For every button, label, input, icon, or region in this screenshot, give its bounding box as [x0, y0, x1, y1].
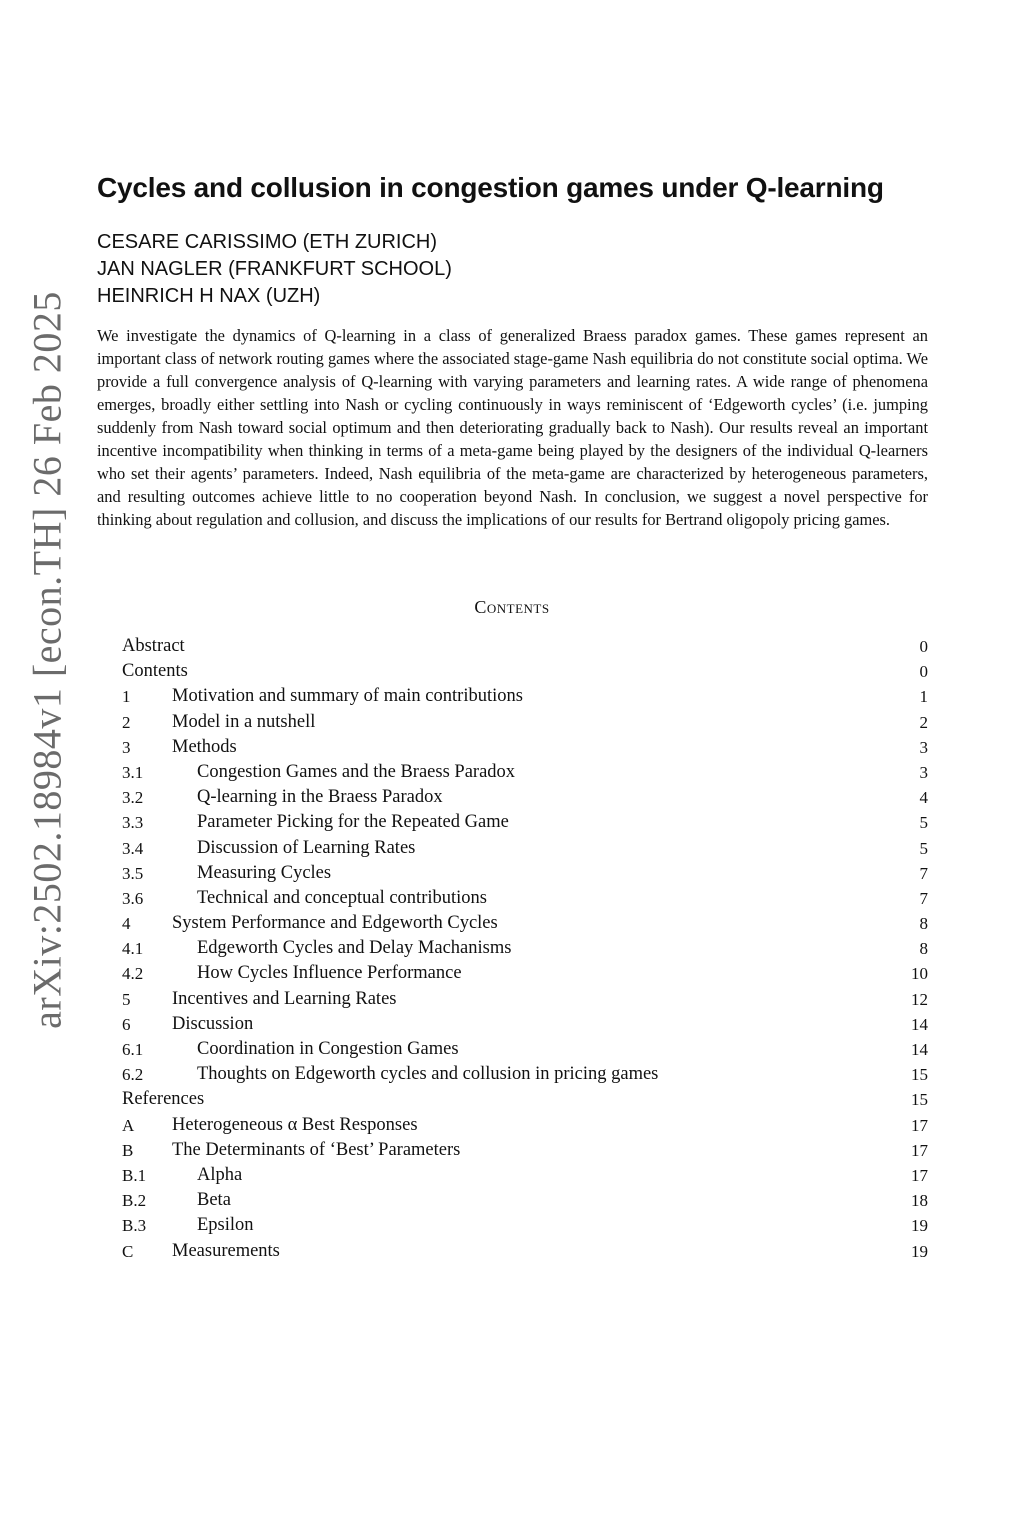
toc-section-number: 3.6: [122, 888, 144, 908]
toc-section-title: Beta: [197, 1190, 231, 1211]
toc-page-number: 2: [919, 712, 928, 732]
toc-entry[interactable]: [122, 1188, 928, 1213]
toc-section-number: 3.1: [122, 762, 144, 782]
toc-page-number: 8: [919, 914, 928, 934]
toc-section-number: 4: [122, 914, 131, 934]
toc-entry[interactable]: [122, 911, 928, 936]
toc-page-number: 17: [911, 1115, 928, 1135]
toc-section-title: Discussion: [172, 1013, 254, 1034]
toc-page-number: 5: [919, 838, 928, 858]
toc-section-title: References: [122, 1089, 205, 1110]
toc-section-number: A: [122, 1115, 135, 1135]
toc-entry[interactable]: [122, 886, 928, 911]
toc-page-number: 15: [911, 1065, 928, 1085]
toc-page-number: 14: [911, 1040, 928, 1059]
toc-section-number: 4.2: [122, 964, 144, 984]
toc-entry[interactable]: [122, 1113, 928, 1138]
toc-section-title: Contents: [122, 661, 188, 682]
toc-section-number: 4.1: [122, 939, 144, 959]
toc-page-number: 18: [911, 1191, 928, 1211]
toc-entry[interactable]: [122, 634, 928, 659]
toc-page-number: 7: [919, 888, 928, 908]
toc-page-number: 14: [911, 1014, 928, 1034]
toc-section-title: Q-learning in the Braess Paradox: [197, 787, 443, 808]
abstract-text: We investigate the dynamics of Q-learning in a class of generalized Braess paradox games. These games represent an important class of network routing games where the associated stage-game Nash equilibria do not constitute social optima. We provide a full convergence analysis of Q-learning with varying parameters and learning rates. A wide range of phenomena emerges, broadly either settling into Nash or cycling continuously in ways reminiscent of ‘Edgeworth cycles’ (i.e. jumping suddenly from Nash toward social optimum and then deteriorating gradually back to Nash). Our results reveal an important incentive incompatibility when thinking in terms of a meta-game being played by the designers of the individual Q-learners who set their agents’ parameters. Indeed, Nash equilibria of the meta-game are characterized by heterogeneous parameters, and resulting outcomes achieve little to no cooperation beyond Nash. In conclusion, we suggest a novel perspective for thinking about regulation and collusion, and discuss the implications of our results for Bertrand oligopoly pricing games.: [97, 326, 928, 529]
toc-entry[interactable]: [122, 1037, 928, 1062]
toc-entry[interactable]: [122, 684, 928, 709]
toc-entry[interactable]: [122, 1012, 928, 1037]
toc-entry[interactable]: [122, 710, 928, 735]
toc-page-number: 19: [911, 1216, 928, 1236]
toc-section-title: Edgeworth Cycles and Delay Machanisms: [197, 938, 512, 959]
toc-page-number: 1: [919, 687, 928, 707]
toc-section-title: Congestion Games and the Braess Paradox: [197, 761, 516, 782]
toc-entry[interactable]: [122, 760, 928, 785]
toc-entry[interactable]: [122, 1087, 928, 1112]
toc-page-number: 19: [911, 1241, 928, 1261]
toc-section-title: Motivation and summary of main contributions: [172, 686, 523, 707]
toc-page-number: 17: [911, 1165, 928, 1185]
toc-section-title: Epsilon: [197, 1215, 254, 1236]
arxiv-identifier: arXiv:2502.18984v1 [econ.TH] 26 Feb 2025: [24, 291, 70, 1029]
toc-page-number: 8: [919, 939, 928, 959]
toc-section-number: 3.4: [122, 838, 144, 858]
toc-section-number: 6.1: [122, 1040, 144, 1059]
toc-section-number: 3: [122, 737, 131, 757]
toc-section-title: Discussion of Learning Rates: [197, 837, 416, 858]
toc-section-title: Coordination in Congestion Games: [197, 1039, 459, 1059]
table-of-contents: [122, 634, 928, 1264]
toc-entry[interactable]: [122, 810, 928, 835]
author-list: [97, 229, 452, 310]
toc-section-number: 3.2: [122, 788, 144, 808]
toc-page-number: 0: [919, 637, 928, 656]
toc-section-title: The Determinants of ‘Best’ Parameters: [172, 1139, 461, 1160]
toc-entry[interactable]: [122, 936, 928, 961]
toc-section-title: System Performance and Edgeworth Cycles: [172, 913, 498, 934]
toc-section-number: 3.5: [122, 863, 144, 883]
toc-entry[interactable]: [122, 1239, 928, 1264]
toc-entry[interactable]: [122, 1138, 928, 1163]
toc-section-number: B: [122, 1140, 134, 1160]
toc-entry[interactable]: [122, 1062, 928, 1087]
toc-section-number: 3.3: [122, 813, 144, 833]
toc-page-number: 10: [911, 964, 928, 984]
toc-section-title: Model in a nutshell: [172, 711, 316, 732]
toc-entry[interactable]: [122, 987, 928, 1012]
contents-heading: Contents: [474, 597, 550, 617]
toc-section-title: Methods: [172, 736, 237, 757]
toc-section-title: Measurements: [172, 1240, 280, 1261]
toc-page-number: 15: [911, 1090, 928, 1110]
toc-section-number: 6.2: [122, 1065, 144, 1085]
toc-page-number: 5: [919, 813, 928, 833]
toc-page-number: 3: [919, 762, 928, 782]
toc-section-number: B.3: [122, 1216, 147, 1236]
toc-page-number: 3: [919, 737, 928, 757]
toc-entry[interactable]: [122, 1163, 928, 1188]
toc-entry[interactable]: [122, 735, 928, 760]
toc-section-number: 2: [122, 712, 131, 732]
toc-section-number: C: [122, 1241, 134, 1261]
toc-page-number: 7: [919, 863, 928, 883]
toc-entry[interactable]: [122, 659, 928, 684]
toc-section-number: B.2: [122, 1191, 147, 1211]
author-name: HEINRICH H NAX (UZH): [97, 285, 321, 307]
toc-entry[interactable]: [122, 961, 928, 986]
toc-section-title: Technical and conceptual contributions: [197, 887, 487, 908]
paper-title: Cycles and collusion in congestion games under Q-learning: [97, 172, 884, 203]
author-name: CESARE CARISSIMO (ETH ZURICH): [97, 231, 438, 253]
toc-section-number: B.1: [122, 1165, 147, 1185]
toc-entry[interactable]: [122, 1213, 928, 1238]
toc-entry[interactable]: [122, 836, 928, 861]
toc-section-number: 5: [122, 989, 131, 1009]
toc-section-title: Thoughts on Edgeworth cycles and collusion in pricing games: [197, 1064, 659, 1085]
toc-section-title: How Cycles Influence Performance: [197, 963, 462, 984]
toc-section-number: 6: [122, 1014, 131, 1034]
toc-section-title: Abstract: [122, 636, 185, 656]
toc-section-title: Heterogeneous α Best Responses: [172, 1114, 418, 1135]
author-name: JAN NAGLER (FRANKFURT SCHOOL): [97, 258, 452, 280]
toc-entry[interactable]: [122, 861, 928, 886]
toc-section-title: Measuring Cycles: [197, 862, 332, 883]
toc-section-title: Incentives and Learning Rates: [172, 988, 397, 1009]
toc-entry[interactable]: [122, 785, 928, 810]
toc-section-title: Parameter Picking for the Repeated Game: [197, 812, 509, 833]
toc-section-number: 1: [122, 687, 131, 707]
toc-page-number: 12: [911, 989, 928, 1009]
toc-page-number: 0: [919, 662, 928, 682]
toc-section-title: Alpha: [197, 1164, 243, 1185]
toc-page-number: 4: [919, 788, 928, 808]
toc-page-number: 17: [911, 1140, 928, 1160]
